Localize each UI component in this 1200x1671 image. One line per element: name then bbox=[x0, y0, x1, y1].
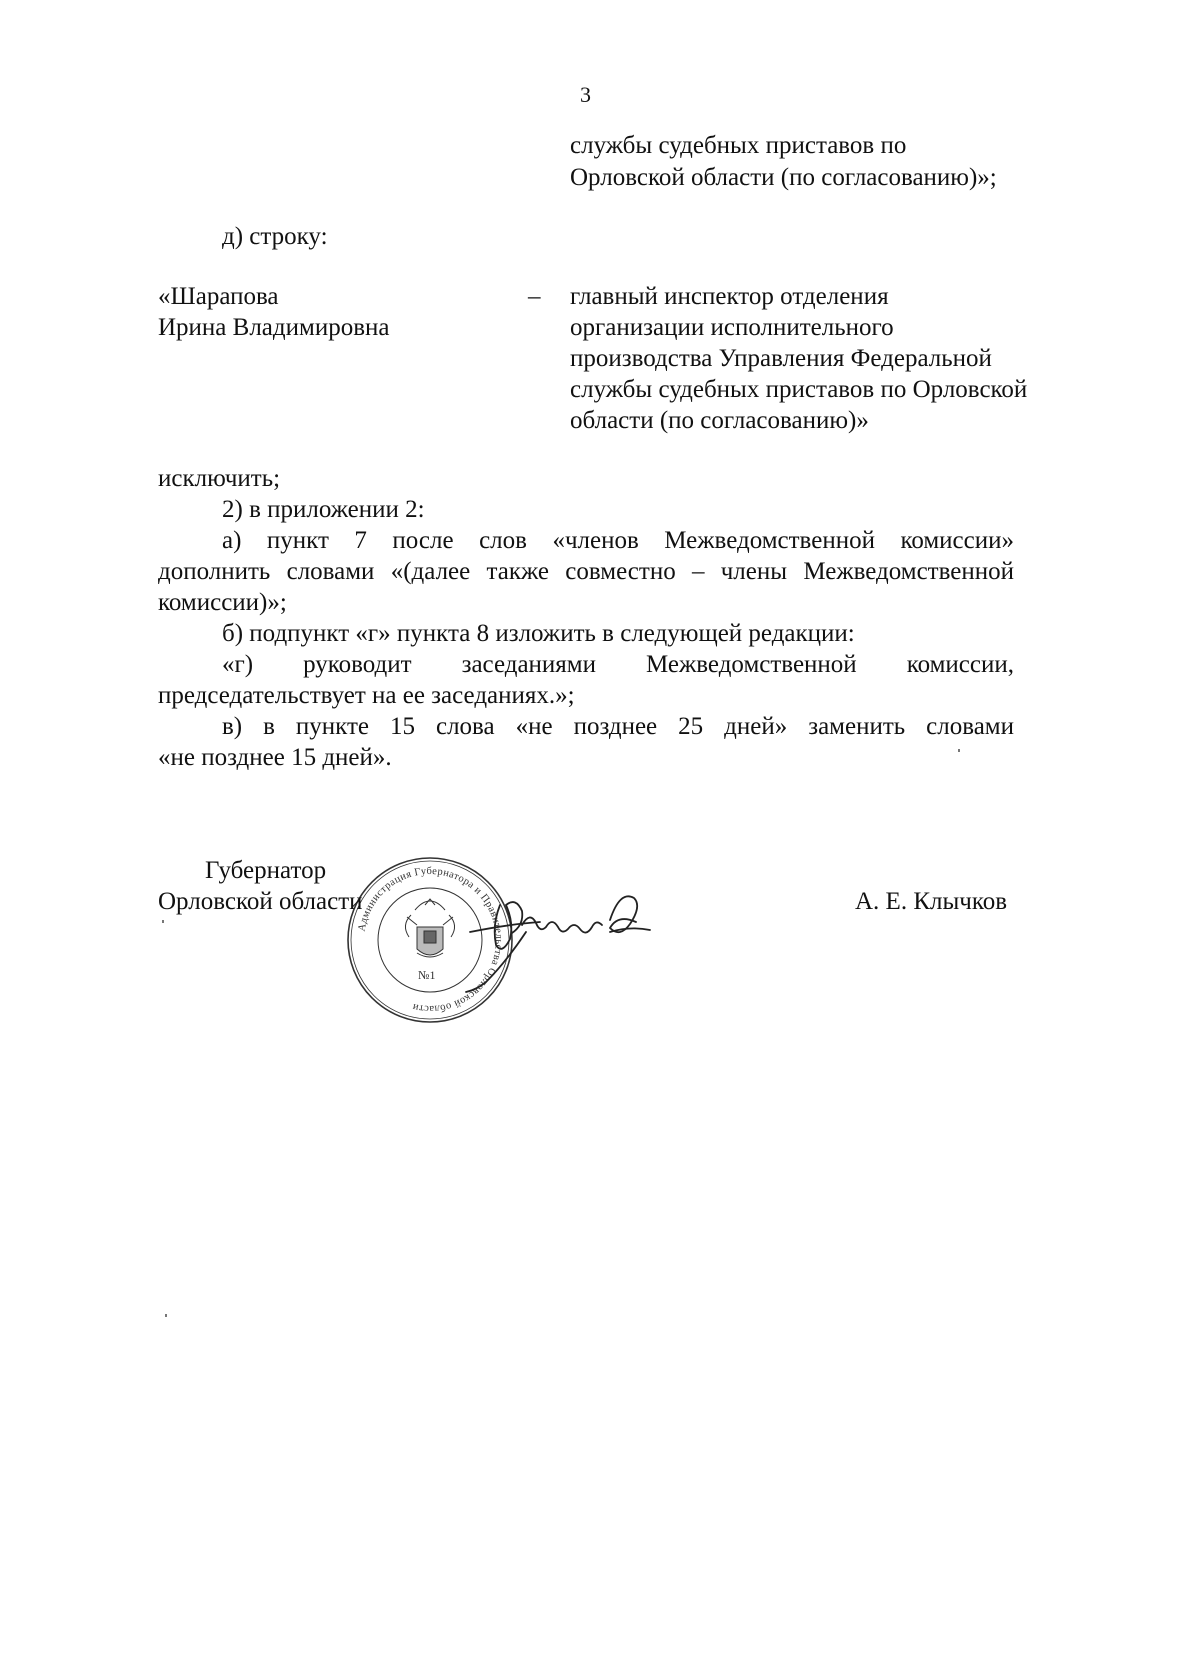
entry-dash: – bbox=[528, 283, 541, 310]
body-line-9: в) в пункте 15 слова «не позднее 25 дней» заменить словами bbox=[222, 713, 1014, 740]
scan-speck bbox=[958, 749, 960, 752]
entry-description-line-5: области (по согласованию)» bbox=[570, 407, 869, 434]
entry-name-line-2: Ирина Владимировна bbox=[158, 314, 390, 341]
body-line-7: «г) руководит заседаниями Межведомственной комиссии, bbox=[222, 651, 1014, 678]
scan-speck bbox=[165, 1314, 167, 1317]
page-number: 3 bbox=[580, 82, 591, 107]
body-line-8: председательствует на ее заседаниях.»; bbox=[158, 682, 575, 709]
entry-description-line-1: главный инспектор отделения bbox=[570, 283, 889, 310]
body-line-3: а) пункт 7 после слов «членов Межведомственной комиссии» bbox=[222, 527, 1014, 554]
body-line-10: «не позднее 15 дней». bbox=[158, 744, 392, 771]
entry-description-line-4: службы судебных приставов по Орловской bbox=[570, 376, 1028, 403]
body-line-2: 2) в приложении 2: bbox=[222, 496, 425, 523]
body-line-4: дополнить словами «(далее также совместно – члены Межведомственной bbox=[158, 558, 1014, 585]
scan-speck bbox=[162, 920, 164, 923]
body-line-6: б) подпункт «г» пункта 8 изложить в следующей редакции: bbox=[222, 620, 855, 647]
svg-text:№1: №1 bbox=[418, 968, 436, 982]
entry-description-line-3: производства Управления Федеральной bbox=[570, 345, 992, 372]
item-d-heading: д) строку: bbox=[222, 223, 328, 250]
svg-text:Администрация Губернатора и Пр: Администрация Губернатора и Правительства Орловской области bbox=[356, 865, 505, 1015]
entry-name-line-1: «Шарапова bbox=[158, 283, 279, 310]
continuation-line-2: Орловской области (по согласованию)»; bbox=[570, 164, 997, 191]
body-line-5: комиссии)»; bbox=[158, 589, 287, 616]
governor-name: А. Е. Клычков bbox=[855, 888, 1008, 915]
governor-title-line-2: Орловской области bbox=[158, 888, 363, 915]
handwritten-signature bbox=[460, 880, 690, 1000]
continuation-line-1: службы судебных приставов по bbox=[570, 132, 907, 159]
entry-description-line-2: организации исполнительного bbox=[570, 314, 894, 341]
body-line-1: исключить; bbox=[158, 465, 281, 492]
governor-title-line-1: Губернатор bbox=[205, 857, 327, 884]
